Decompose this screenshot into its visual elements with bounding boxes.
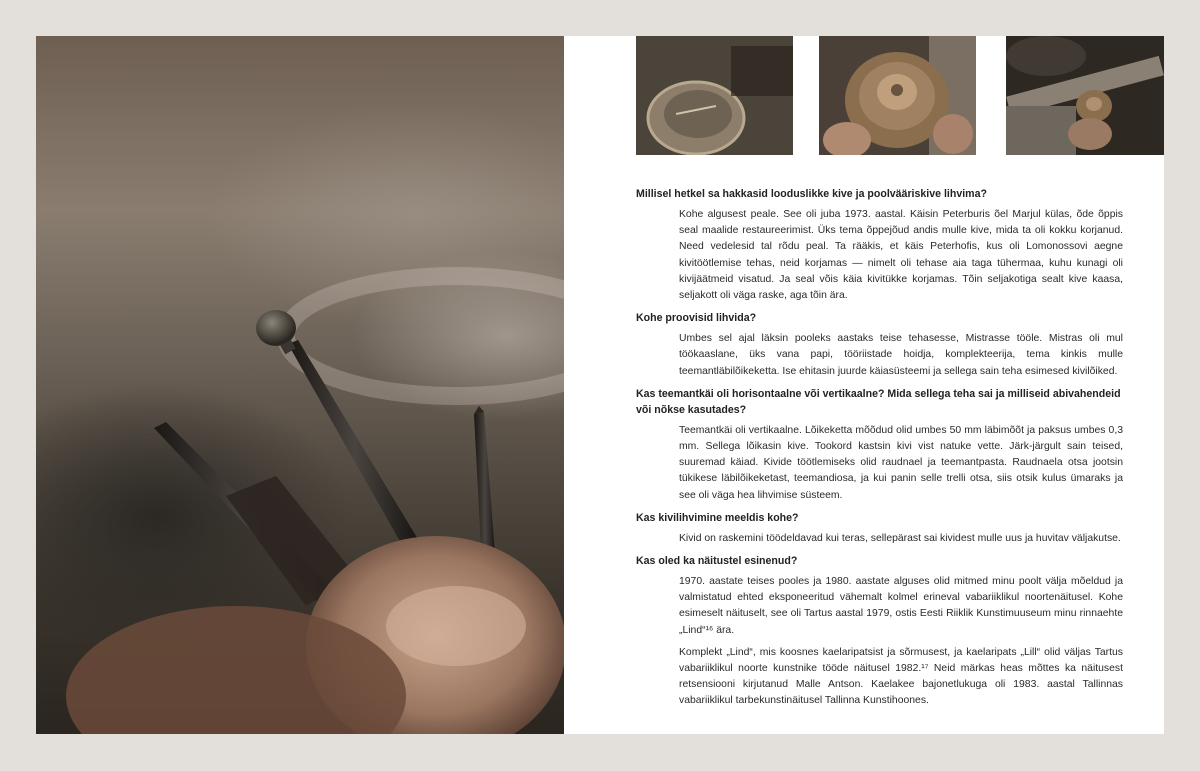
question: Kas teemantkäi oli horisontaalne või vertikaalne? Mida sellega teha sai ja milliseid abivahendeid või nõkse kasutades? xyxy=(636,387,1121,416)
answer: Kohe algusest peale. See oli juba 1973. aastal. Käisin Peterburis õel Marjul külas, õde õppis seal maalide restaureerimist. Üks tema õppejõud andis mulle kive, mida ta oli kokku korjanud. Need vedelesid tal rõdu peal. Ta rääkis, et käis Peterhofis, kus oli Lomonossovi aegne kivitöötlemise tehas, neid korjamas — nimelt oli tehase aia taga tühermaa, kuhu kunagi oli kivijäätmeid visatud. Ja seal võis käia kivitükke korjamas. Tõin seljakotiga sealt kive kaasa, seljakott oli väga raske, aga tõin ära. xyxy=(679,209,1123,302)
question: Kas oled ka näitustel esinenud? xyxy=(636,555,798,568)
question: Millisel hetkel sa hakkasid looduslikke kive ja poolvääriskive lihvima? xyxy=(636,188,987,200)
question: Kas kivilihvimine meeldis kohe? xyxy=(636,511,799,524)
answer: Teemantkäi oli vertikaalne. Lõikeketta mõõdud olid umbes 50 mm läbimõõt ja paksus umbes 0,3 mm. Sellega lõikasin kive. Tookord kastsin kivi vist natuke vette. Järk-järgult sain teised, suuremad käiad. Kivide töötlemiseks olid raudnael ja teemantpasta. Raudnaela otsa jootsin tükikese läbilõikeketast, teemandiosa, ja kui panin selle trelli otsa, siis otsik kulus ümaraks ja see oli väga hea lihvimise süsteem. xyxy=(679,424,1123,501)
interview-text xyxy=(636,186,1123,716)
brass-disc-photo xyxy=(819,36,976,155)
answer: Umbes sel ajal läksin pooleks aastaks teise tehasesse, Mistrasse tööle. Mistras oli mul töökaaslane, üks vana papi, tööriistade hoidja, komplekteerija, tema kinkis mulle teemantläbilõikeketta. Ise ehitasin juurde käiasüsteemi ja sellega sain teha esimesed kivilõiked. xyxy=(679,333,1123,377)
answer: Kivid on raskemini töödeldavad kui teras, sellepärast sai kividest mulle uus ja huvitav väljakutse. xyxy=(679,532,1121,544)
engraving-photo xyxy=(636,36,793,155)
question: Kohe proovisid lihvida? xyxy=(636,312,757,325)
answer: 1970. aastate teises pooles ja 1980. aastate alguses olid mitmed minu poolt välja mõeldud ja valmistatud ehted eksponeeritud vähemalt kolmel erineval vabariiklikul noortenäitusel. Kohe esimeselt näituselt, see oli Tartus aastal 1979, ostis Eesti Riiklik Kunstimuuseum minu rinnaehte „Lind“¹⁶ ära. xyxy=(679,576,1123,636)
book-spread xyxy=(36,36,1164,734)
workbench-photo xyxy=(1006,36,1164,155)
answer: Komplekt „Lind“, mis koosnes kaelaripatsist ja sõrmusest, ja kaelaripats „Lill“ olid väljas Tartus vabariiklikul noorte kunstnike tööde näitusel 1982.¹⁷ Neid märkas heas mõttes ka näitusest retsensiooni kirjutanud Malle Antson. Kaelakee bajonetlukuga oli 1983. aastal Tallinnas vabariiklikul tarbekunstinäitusel Tallinna Kunstihoones. xyxy=(679,646,1123,707)
tools-photo xyxy=(36,36,564,734)
